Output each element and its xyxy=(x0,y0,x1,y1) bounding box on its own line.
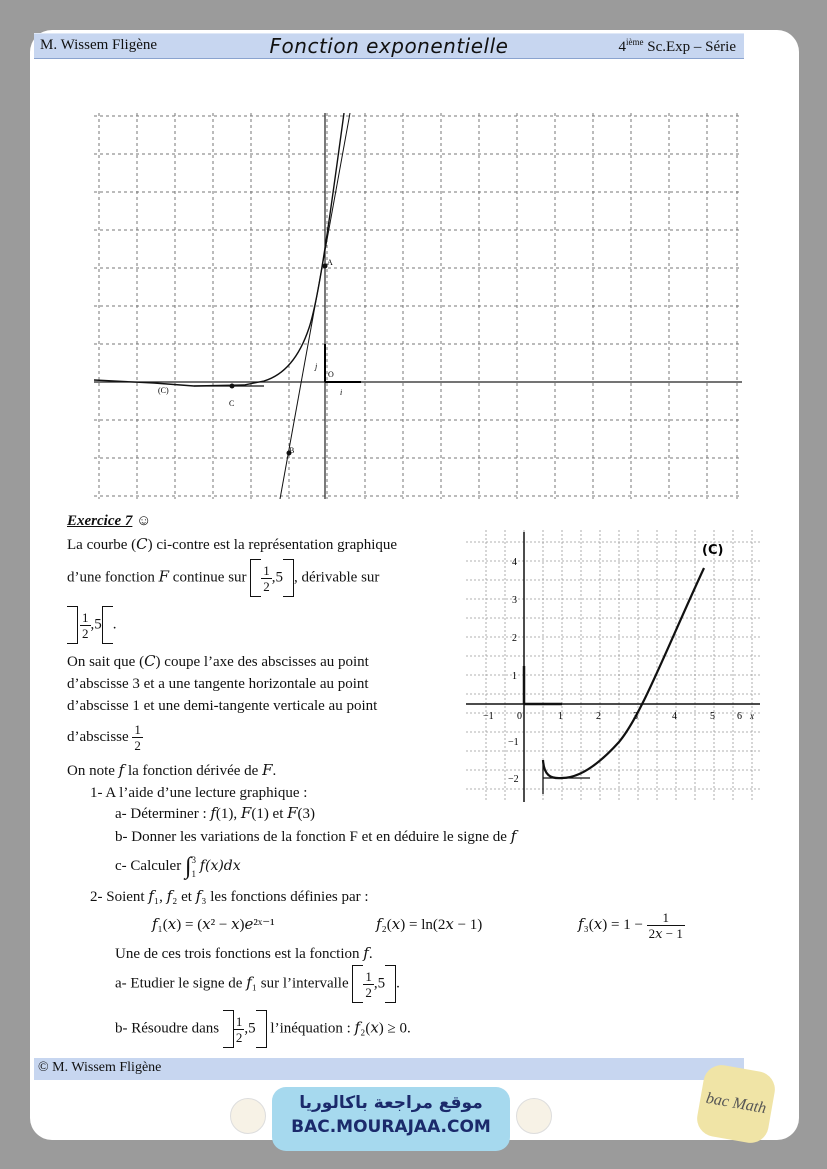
side-curve-title: (C) xyxy=(702,543,724,558)
x-axis-letter: x xyxy=(750,711,754,721)
right-logo xyxy=(516,1098,552,1134)
side-graph xyxy=(466,530,760,802)
exercise-p1-interval: $\frac{1}{2}$ ,5 . xyxy=(67,606,117,644)
question-1c: c- Calculer ∫ 3 1 f(x)dx xyxy=(115,853,241,880)
question-1: 1- A l’aide d’une lecture graphique : xyxy=(90,785,308,801)
point-b-label: B xyxy=(289,446,295,455)
exercise-p2: On sait que (𝐶) coupe l’axe des abscisses au point xyxy=(67,654,369,670)
point-c-label: C xyxy=(229,399,235,408)
question-1b: b- Donner les variations de la fonction F et en déduire le signe de 𝑓 xyxy=(115,829,517,845)
x-tick-2: 2 xyxy=(596,711,601,722)
badge-arabic: موقع مراجعة باكالوريا xyxy=(299,1093,483,1113)
header-level: 4ième Sc.Exp – Série xyxy=(618,37,736,55)
question-2-text: Une de ces trois fonctions est la fonction 𝑓. xyxy=(115,946,373,962)
page-header xyxy=(34,33,744,59)
site-badge[interactable] xyxy=(272,1087,510,1151)
exercise-p6: On note 𝑓 la fonction dérivée de 𝐹. xyxy=(67,763,277,779)
header-author: M. Wissem Fligène xyxy=(40,37,158,53)
y-tick-2: 2 xyxy=(512,633,517,644)
exercise-p4: d’abscisse 1 et une demi-tangente verticale au point xyxy=(67,698,378,714)
y-tick-3: 3 xyxy=(512,595,517,606)
y-tick-4: 4 xyxy=(512,557,517,568)
vector-j-label: j xyxy=(315,362,318,371)
left-logo xyxy=(230,1098,266,1134)
exercise-p3: d’abscisse 3 et a une tangente horizontale au point xyxy=(67,676,369,692)
x-tick-3: 3 xyxy=(633,711,638,722)
x-tick-6: 6 xyxy=(737,711,742,722)
exercise-p5: d’abscisse $\frac{1}{2}$ xyxy=(67,722,141,754)
header-title: Fonction exponentielle xyxy=(269,34,509,58)
page-footer xyxy=(34,1058,744,1080)
top-graph xyxy=(94,113,742,499)
x-tick-m1: −1 xyxy=(483,711,494,722)
origin-label: O xyxy=(328,370,334,379)
vector-i-label: i xyxy=(340,388,343,397)
x-tick-4: 4 xyxy=(672,711,677,722)
y-tick-m2: −2 xyxy=(508,774,519,785)
question-2: 2- Soient 𝑓₁, 𝑓₂ et 𝑓₃ les fonctions définies par : xyxy=(90,889,369,905)
bac-math-logo: bac Math xyxy=(694,1062,777,1145)
function-f3: 𝑓₃(𝑥) = 1 − $\frac{1}{\text{2𝑥 − 1}}$ xyxy=(578,910,683,942)
y-tick-m1: −1 xyxy=(508,737,519,748)
point-a-label: A xyxy=(327,258,333,267)
question-1a: a- Déterminer : 𝑓(1), 𝐹(1) et 𝐹(3) xyxy=(115,806,316,822)
badge-site[interactable]: BAC.MOURAJAA.COM xyxy=(291,1117,491,1137)
function-f2: 𝑓₂(𝑥) = ln(2𝑥 − 1) xyxy=(376,917,483,933)
footer-copyright: © M. Wissem Fligène xyxy=(38,1060,162,1075)
y-tick-1: 1 xyxy=(512,671,517,682)
function-f1: 𝑓₁(𝑥) = (𝑥² − 𝑥)𝑒²ˣ⁻¹ xyxy=(152,917,275,933)
exercise-p1b: d’une fonction 𝐹 continue sur $\frac{1}{2}$ ,5 , dérivable sur xyxy=(67,559,379,597)
x-tick-0: 0 xyxy=(517,711,522,722)
exercise-p1a: La courbe (𝐶) ci-contre est la représentation graphique xyxy=(67,537,398,553)
question-2b: b- Résoudre dans $\frac{1}{2}$ ,5 l’inéquation : 𝑓₂(𝑥) ≥ 0. xyxy=(115,1010,411,1048)
curve-label: (C) xyxy=(158,386,169,395)
x-tick-1: 1 xyxy=(558,711,563,722)
exercise-title: Exercice 7 ☺ xyxy=(67,513,152,529)
question-2a: a- Etudier le signe de 𝑓₁ sur l’intervalle $\frac{1}{2}$ ,5 . xyxy=(115,965,400,1003)
x-tick-5: 5 xyxy=(710,711,715,722)
